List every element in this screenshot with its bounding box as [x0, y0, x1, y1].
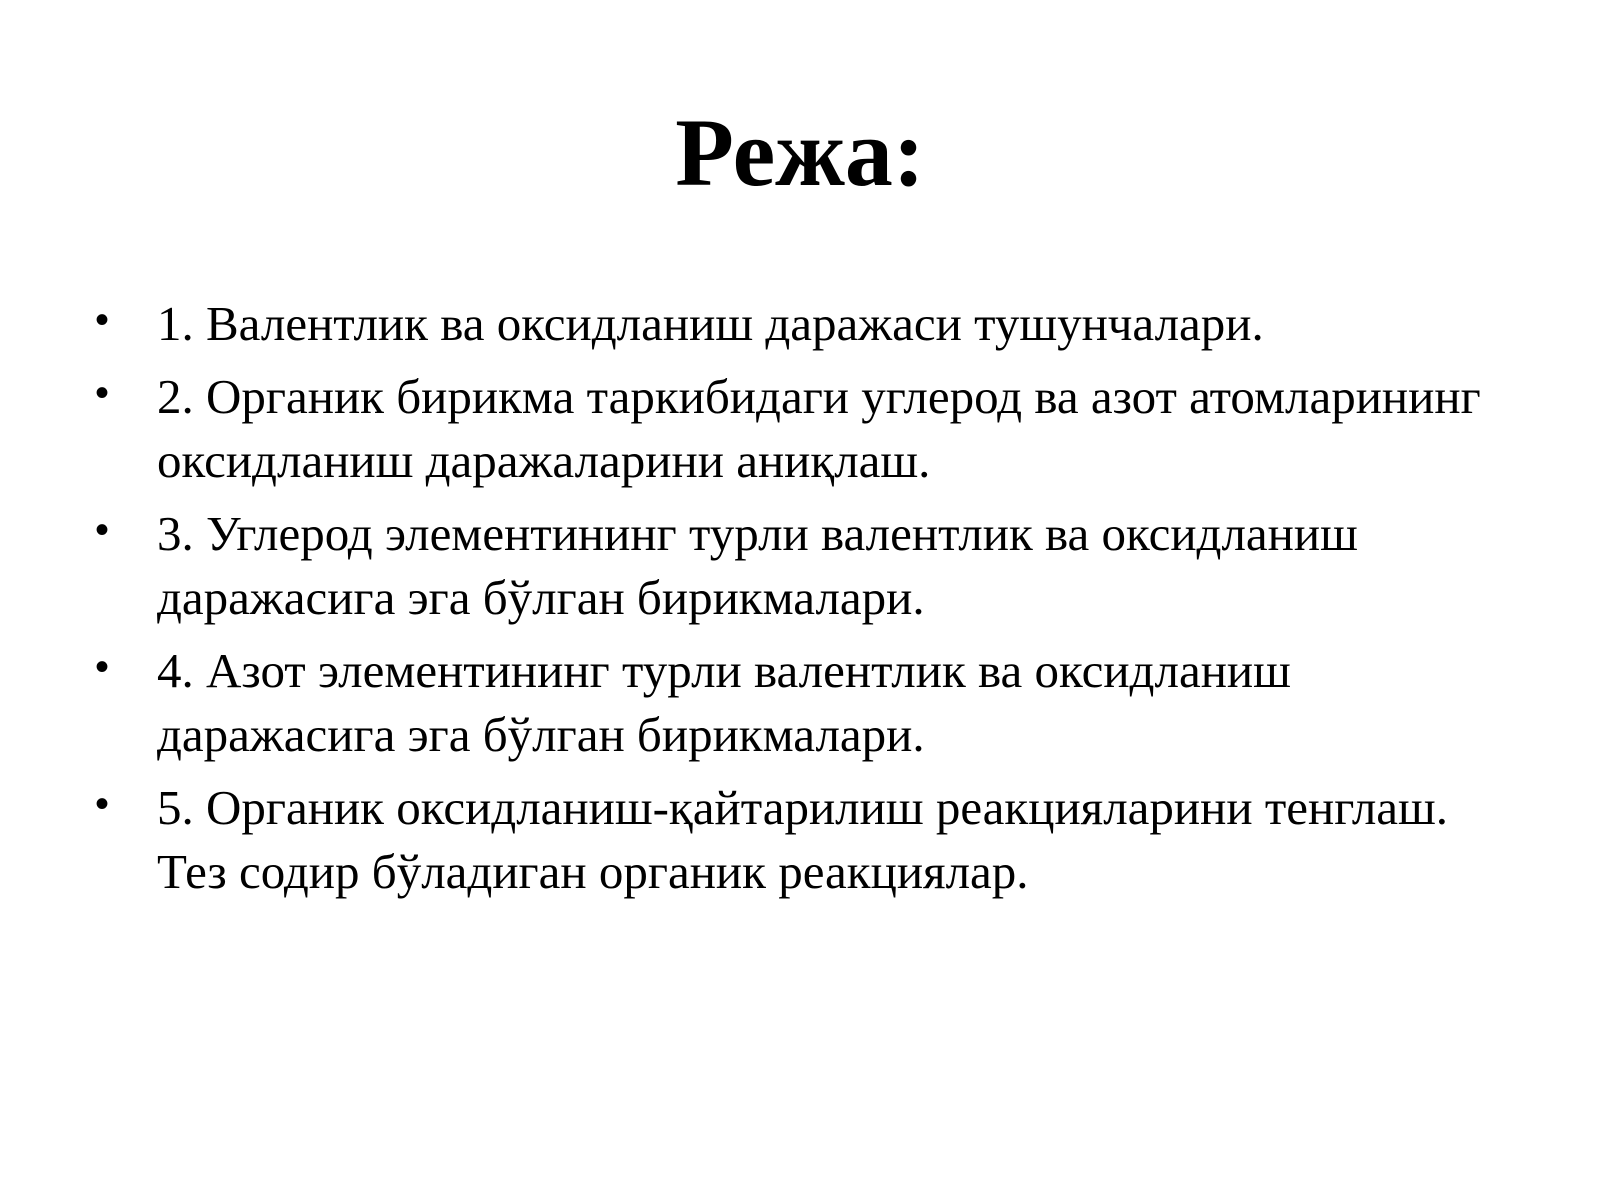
list-item-text: 2. Органик бирикма таркибидаги углерод ва азот атомларининг оксидланиш даражаларини аниқлаш. [157, 369, 1481, 488]
list-item [95, 776, 1525, 904]
bullet-icon: • [95, 508, 110, 552]
list-item [95, 639, 1525, 767]
bullet-icon: • [95, 371, 110, 415]
bullet-icon: • [95, 645, 110, 689]
list-item-text: 1. Валентлик ва оксидланиш даражаси тушунчалари. [157, 296, 1264, 351]
plan-list [95, 292, 1525, 913]
list-item [95, 292, 1525, 356]
slide-title: Режа: [675, 99, 925, 206]
list-item [95, 502, 1525, 630]
bullet-icon: • [95, 782, 110, 826]
list-item-text: 4. Азот элементининг турли валентлик ва оксидланиш даражасига эга бўлган бирикмалари. [157, 643, 1291, 762]
bullet-icon: • [95, 298, 110, 342]
list-item-text: 5. Органик оксидланиш-қайтарилиш реакцияларини тенглаш. Тез содир бўладиган органик реакциялар. [157, 780, 1449, 899]
list-item [95, 365, 1525, 493]
list-item-text: 3. Углерод элементининг турли валентлик ва оксидланиш даражасига эга бўлган бирикмалари. [157, 506, 1358, 625]
